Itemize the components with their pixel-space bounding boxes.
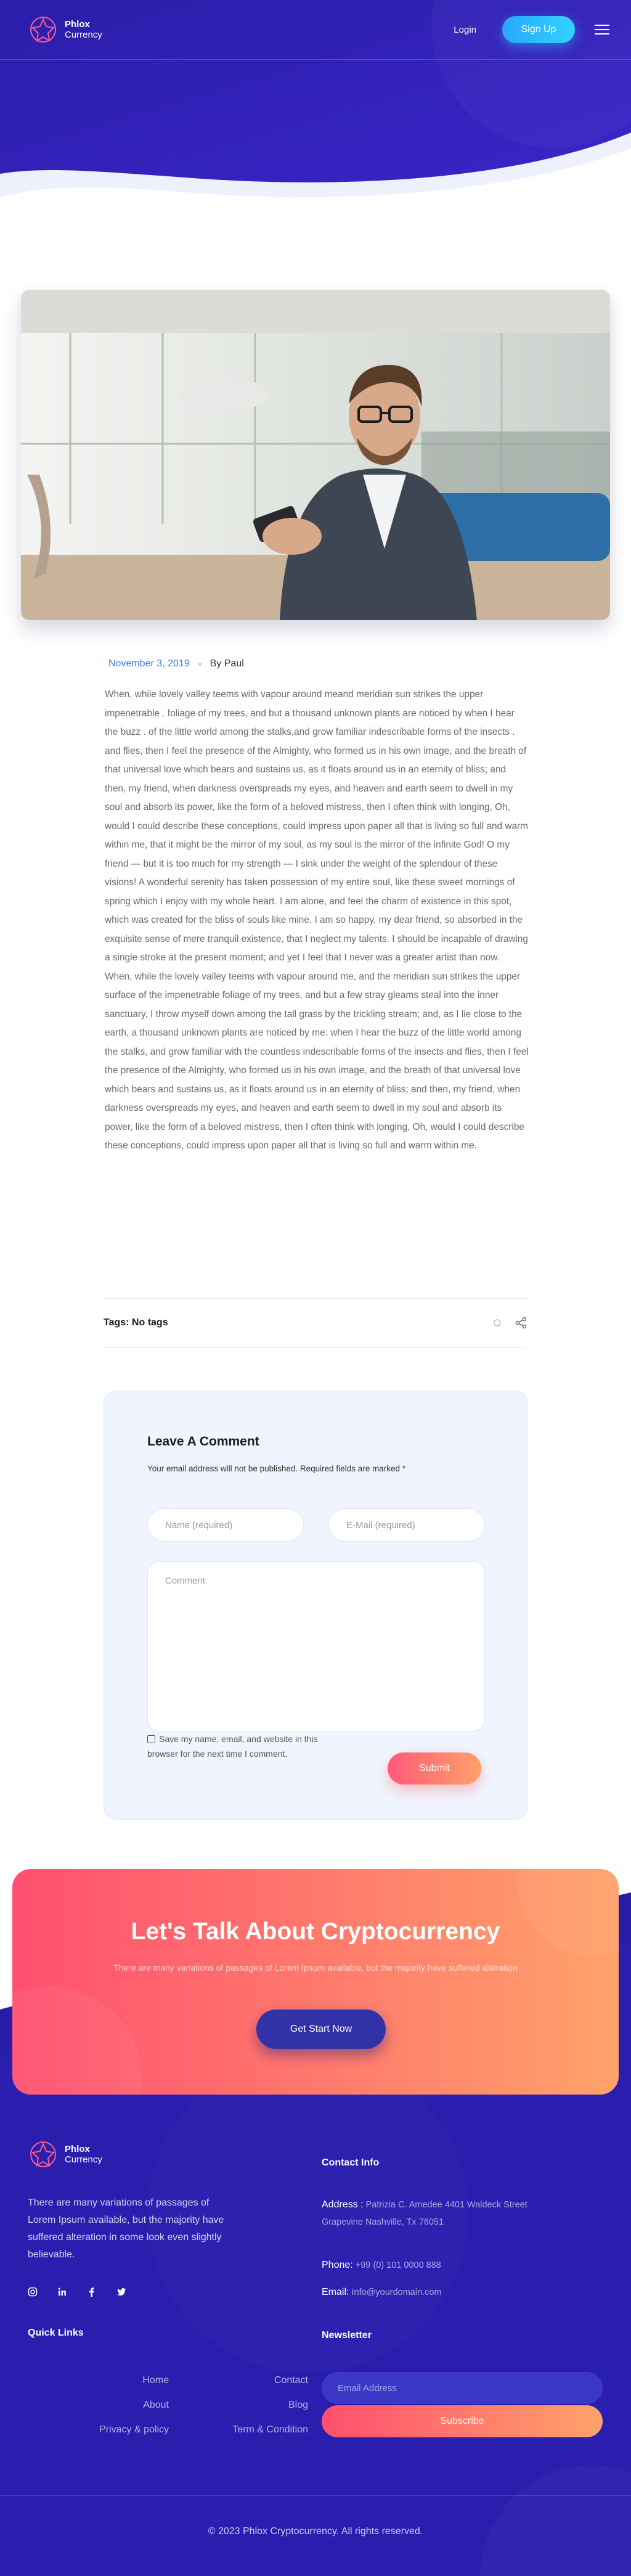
cta-title: Let's Talk About Cryptocurrency [131,1918,500,1945]
tags-bar [104,1298,527,1347]
footer-link-contact[interactable]: Contact [274,2375,308,2386]
consent-label: Save my name, email, and website in this browser for the next time I comment. [147,1734,318,1759]
get-start-button[interactable]: Get Start Now [256,2010,386,2049]
quick-links-col1 [74,2368,169,2442]
footer-link-about[interactable]: About [143,2400,169,2410]
logo-icon [28,14,59,45]
newsletter-email-input[interactable]: Email Address [322,2372,603,2404]
submit-button[interactable]: Submit [388,1752,481,1785]
post-body: When, while lovely valley teems with vapour around meand meridian sun strikes the upper impenetrable . foliage of my trees, and but a thousand unknown plants are noticed by when I hear the buzz . of the little world among the stalks,and grow familiar indescribable forms of the insects . and flies, then I feel the presence of the Almighty, who formed us in his own image, and the breath of that universal love which bears and sustains us, as it floats around us in an eternity of bliss; and then, my friend, when darkness overspreads my eyes, and heaven and earth seem to dwell in my soul and absorb its power, like the form of a beloved mistress, then I often think with longing, Oh, would I could describe these conceptions, could impress upon paper all that is living so full and warm within me, that it might be the mirror of my soul, as my soul is the mirror of the infinite God! O my friend — but it is too much for my strength — I sink under the weight of the splendour of these visions! A wonderful serenity has taken possession of my entire soul, like these sweet mornings of spring which I enjoy with my whole heart. I am alone, and feel the charm of existence in this spot, which was created for the bliss of souls like mine. I am so happy, my dear friend, so absorbed in the exquisite sense of mere tranquil existence, that I neglect my talents. I should be incapable of drawing a single stroke at the present moment; and yet I feel that I never was a greater artist than now. When, while the lovely valley teems with vapour around me, and the meridian sun strikes the upper surface of the impenetrable foliage of my trees, and but a few stray gleams steal into the inner sanctuary, I throw myself down among the tall grass by the trickling stream; and, as I lie close to the earth, a thousand unknown plants are noticed by me: when I hear the buzz of the little world among the stalks, and grow familiar with the countless indescribable forms of the insects and flies, then I feel the presence of the Almighty, who formed us in his own image, and the breath of that universal love which bears and sustains us, as it floats around us in an eternity of bliss; and then, my friend, when darkness overspreads my eyes, and heaven and earth seem to dwell in my soul and absorb its power, like the form of a beloved mistress, then I often think with longing, Oh, would I could describe these conceptions, could impress upon paper all that is living so full and warm within me. [105,689,529,1151]
comment-form [104,1391,527,1820]
footer-about: There are many variations of passages of Lorem Ipsum available, but the majority have suffered alteration in some look even slightly believable. [28,2198,224,2260]
contact-email [322,2287,442,2298]
address-value: Patrizia C. Amedee 4401 Waldeck Street Grapevine Nashville, Tx 76051 [322,2200,527,2227]
cta-banner [12,1869,619,2095]
brand-sub: Currency [65,30,102,40]
email-label: Email: [322,2287,349,2297]
post-date[interactable]: November 3, 2019 [108,658,190,669]
post-meta [108,658,244,669]
header-divider [0,59,631,60]
share-icon[interactable] [515,1317,527,1329]
post-author[interactable]: By Paul [210,658,244,669]
address-label: Address : [322,2199,364,2210]
consent-checkbox-row[interactable] [147,1732,332,1761]
brand-name: Phlox [65,2144,90,2154]
email-value[interactable]: Info@yourdomain.com [351,2288,442,2297]
brand-name: Phlox [65,19,90,30]
contact-phone [322,2260,441,2271]
instagram-icon[interactable] [28,2287,38,2297]
twitter-icon[interactable] [116,2287,126,2297]
comment-textarea[interactable]: Comment [147,1561,485,1732]
social-links [28,2287,126,2297]
phone-label: Phone: [322,2260,353,2270]
featured-photo [21,290,610,620]
contact-title: Contact Info [322,2157,380,2168]
footer-link-blog[interactable]: Blog [288,2400,308,2410]
footer-link-privacy[interactable]: Privacy & policy [99,2424,169,2435]
logo[interactable] [28,14,102,45]
newsletter-title: Newsletter [322,2330,372,2341]
menu-icon[interactable] [595,22,609,38]
signup-button[interactable]: Sign Up [502,16,575,43]
featured-image [21,290,610,620]
footer-link-terms[interactable]: Term & Condition [232,2424,308,2435]
quick-links-col2 [203,2368,308,2442]
name-input[interactable]: Name (required) [147,1508,304,1542]
consent-checkbox[interactable] [147,1735,155,1743]
email-input[interactable]: E-Mail (required) [328,1508,485,1542]
hero-banner [0,0,631,234]
meta-separator [198,663,202,666]
site-header [28,12,609,47]
linkedin-icon[interactable] [57,2287,67,2297]
logo-icon [28,2139,59,2170]
comment-note: Your email address will not be published. Required fields are marked * [147,1464,405,1473]
quick-links-title: Quick Links [28,2328,84,2338]
like-icon[interactable] [493,1319,502,1327]
brand-sub: Currency [65,2154,102,2165]
copyright: © 2023 Phlox Cryptocurrency. All rights reserved. [208,2526,423,2537]
phone-value[interactable]: +99 (0) 101 0000 888 [355,2260,441,2270]
footer-divider [0,2495,631,2496]
cta-decoration [12,1869,619,2095]
post-tags: Tags: No tags [104,1317,168,1328]
cta-subtitle: There are many variations of passages of Lorem Ipsum available, but the majority have suffered alteration [113,1963,518,1973]
footer-link-home[interactable]: Home [142,2375,169,2386]
comment-title: Leave A Comment [147,1434,259,1449]
footer-logo[interactable] [28,2139,102,2170]
login-link[interactable]: Login [454,24,476,35]
facebook-icon[interactable] [87,2287,97,2297]
subscribe-button[interactable]: Subscribe [322,2405,603,2437]
contact-address [322,2196,531,2231]
